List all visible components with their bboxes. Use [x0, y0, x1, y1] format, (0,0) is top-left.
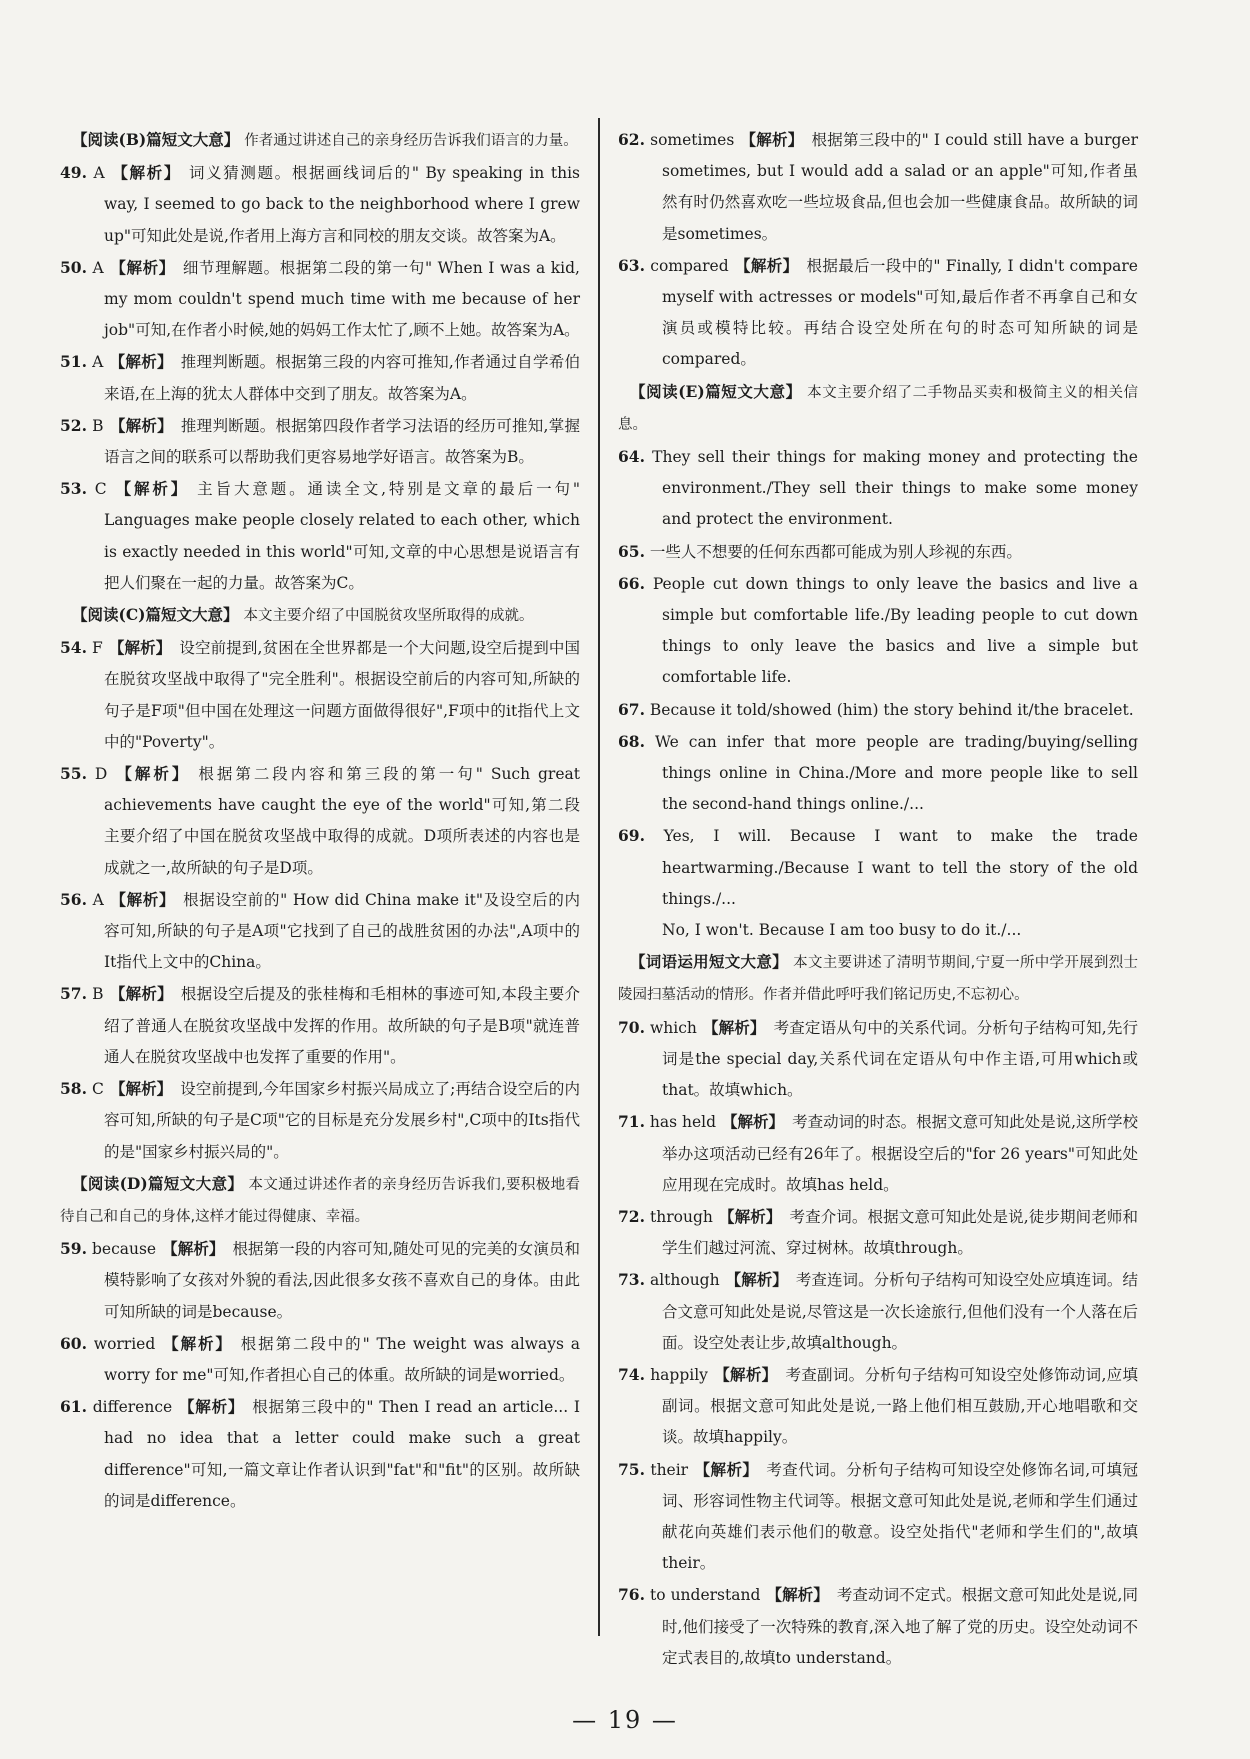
- section-summary-text: 本文主要讲述了清明节期间,宁夏一所中学开展到烈士陵园扫墓活动的情形。作者并借此呼吁我们铭记历史,不忘初心。: [618, 955, 1139, 1004]
- explanation-text: 根据第一段的内容可知,随处可见的完美的女演员和模特影响了女孩对外貌的看法,因此很多女孩不喜欢自己的身体。由此可知所缺的词是because。: [104, 1240, 580, 1321]
- answer-key: C: [91, 1080, 104, 1099]
- question-number: 56.: [60, 889, 87, 909]
- analysis-tag: 【解析】: [713, 1364, 778, 1384]
- answer-entry: [618, 1359, 1138, 1454]
- explanation-text: 考查代词。分析句子结构可知设空处修饰名词,可填冠词、形容词性物主代词等。根据文意可知此处是说,老师和学生们通过献花向英雄们表示他们的敬意。设空处指代"老师和学生们的",故填their。: [662, 1460, 1138, 1573]
- answer-key: has held: [649, 1113, 717, 1132]
- answer-entry: [60, 884, 580, 979]
- question-number: 54.: [60, 638, 87, 658]
- explanation-text: 根据设空后提及的张桂梅和毛相林的事迹可知,本段主要介绍了普通人在脱贫攻坚战中发挥的作用。故所缺的句子是B项"就连普通人在脱贫攻坚战中也发挥了重要的作用"。: [104, 985, 580, 1066]
- explanation-text: We can infer that more people are trading/buying/selling things online in China./More and more people like to sell the second-hand things online./...: [654, 732, 1139, 814]
- question-number: 67.: [618, 699, 645, 719]
- answer-entry: [60, 978, 580, 1073]
- answer-key: their: [650, 1460, 689, 1479]
- analysis-tag: 【解析】: [110, 163, 181, 183]
- explanation-text: 推理判断题。根据第四段作者学习法语的经历可推知,掌握语言之间的联系可以帮助我们更容易地学好语言。故答案为B。: [104, 416, 580, 467]
- answer-entry: [618, 441, 1138, 536]
- answer-entry: [60, 346, 580, 409]
- answer-key: compared: [650, 256, 729, 275]
- analysis-tag: 【解析】: [725, 1270, 788, 1290]
- explanation-text: People cut down things to only leave the basics and live a simple but comfortable life./By leading people to cut down things to only leave the basics and live a simple but comfortable life.: [652, 574, 1138, 687]
- explanation-text: They sell their things for making money and protecting the environment./They sell their things to make some money and protect the environment.: [652, 448, 1138, 529]
- section-summary: [618, 376, 1138, 441]
- answer-entry: [60, 1391, 580, 1517]
- answer-continuation: No, I won't. Because I am too busy to do it./...: [662, 921, 1022, 940]
- explanation-text: Yes, I will. Because I want to make the trade heartwarming./Because I want to tell the story of the old things./...: [662, 827, 1138, 908]
- question-number: 52.: [60, 415, 87, 435]
- question-number: 53.: [60, 479, 87, 499]
- analysis-tag: 【解析】: [718, 1206, 782, 1226]
- analysis-tag: 【解析】: [740, 130, 804, 149]
- question-number: 73.: [618, 1270, 645, 1290]
- question-number: 64.: [618, 447, 645, 467]
- analysis-tag: 【解析】: [734, 255, 799, 275]
- answer-entry: [60, 1328, 580, 1391]
- answer-key: because: [91, 1240, 157, 1259]
- answer-entry: [618, 1264, 1138, 1359]
- analysis-tag: 【解析】: [112, 479, 190, 499]
- answer-entry: [60, 632, 580, 758]
- explanation-text: 词义猜测题。根据画线词后的" By speaking in this way, I seemed to go back to the neighborhood where I grew up"可知此处是说,作者用上海方言和同校的朋友交谈。故答案为A。: [104, 164, 580, 245]
- answer-entry: [618, 1579, 1138, 1674]
- explanation-text: 根据第二段内容和第三段的第一句" Such great achievements have caught the eye of the world"可知,第二段主要介绍了中国在脱贫攻坚战中取得的成就。D项所表述的内容也是成就之一,故所缺的句子是D项。: [104, 765, 580, 877]
- answer-key: to understand: [650, 1586, 761, 1605]
- section-summary: [60, 599, 580, 632]
- question-number: 71.: [618, 1112, 645, 1132]
- analysis-tag: 【解析】: [109, 352, 173, 372]
- section-summary-text: 作者通过讲述自己的亲身经历告诉我们语言的力量。: [244, 133, 578, 149]
- answer-key: although: [649, 1271, 720, 1290]
- answer-entry: [618, 726, 1138, 821]
- answer-entry: [618, 250, 1138, 376]
- answer-key: difference: [92, 1398, 173, 1417]
- answer-entry: [618, 694, 1138, 726]
- answer-key: which: [650, 1018, 697, 1037]
- question-number: 72.: [618, 1206, 645, 1226]
- answer-key: C: [94, 480, 107, 499]
- question-number: 76.: [618, 1585, 645, 1605]
- question-number: 51.: [60, 352, 87, 372]
- question-number: 61.: [60, 1397, 87, 1417]
- question-number: 68.: [618, 731, 645, 751]
- explanation-text: 根据最后一段中的" Finally, I didn't compare myself with actresses or models"可知,最后作者不再拿自己和女演员或模特比较。再结合设空处所在句的时态可知所缺的词是compared。: [662, 256, 1138, 369]
- question-number: 63.: [618, 255, 645, 275]
- section-summary-text: 本文主要介绍了中国脱贫攻坚所取得的成就。: [243, 608, 534, 625]
- explanation-text: 根据第二段中的" The weight was always a worry for me"可知,作者担心自己的体重。故所缺的词是worried。: [104, 1334, 580, 1384]
- question-number: 65.: [618, 541, 645, 561]
- question-number: 55.: [60, 764, 87, 784]
- section-title: 【词语运用短文大意】: [630, 952, 788, 972]
- explanation-text: 推理判断题。根据第三段的内容可推知,作者通过自学希伯来语,在上海的犹太人群体中交到了朋友。故答案为A。: [104, 353, 580, 403]
- question-number: 60.: [60, 1333, 87, 1353]
- left-column: [60, 124, 580, 1517]
- analysis-tag: 【解析】: [109, 889, 176, 909]
- question-number: 57.: [60, 984, 87, 1004]
- answer-entry: [618, 1201, 1138, 1264]
- analysis-tag: 【解析】: [161, 1333, 233, 1353]
- explanation-text: 根据第三段中的" I could still have a burger sometimes, but I would add a salad or an apple"可知,作者虽然有时仍然喜欢吃一些垃圾食品,但也会加一些健康食品。故所缺的词是sometimes。: [662, 131, 1138, 243]
- question-number: 74.: [618, 1364, 645, 1384]
- analysis-tag: 【解析】: [178, 1397, 245, 1417]
- answer-entry: [60, 157, 580, 252]
- explanation-text: 考查连词。分析句子结构可知设空处应填连词。结合文意可知此处是说,尽管这是一次长途旅行,但他们没有一个人落在后面。设空处表让步,故填although。: [662, 1271, 1138, 1352]
- explanation-text: 根据第三段中的" Then I read an article... I had no idea that a letter could make such a great difference"可知,一篇文章让作者认识到"fat"和"fit"的区别。故所缺的词是difference。: [104, 1398, 580, 1510]
- explanation-text: 根据设空前的" How did China make it"及设空后的内容可知,所缺的句子是A项"它找到了自己的战胜贫困的办法",A项中的It指代上文中的China。: [104, 890, 580, 972]
- answer-entry: [60, 1233, 580, 1328]
- explanation-text: 细节理解题。根据第二段的第一句" When I was a kid, my mom couldn't spend much time with me because of her job"可知,在作者小时候,她的妈妈工作太忙了,顾不上她。故答案为A。: [104, 258, 580, 340]
- answer-key: D: [94, 765, 108, 784]
- section-title: 【阅读(C)篇短文大意】: [72, 605, 239, 625]
- answer-key: A: [93, 164, 105, 183]
- question-number: 58.: [60, 1079, 87, 1099]
- answer-key: F: [92, 639, 103, 658]
- section-summary: [60, 124, 580, 157]
- question-number: 70.: [618, 1017, 645, 1037]
- explanation-text: 设空前提到,今年国家乡村振兴局成立了;再结合设空后的内容可知,所缺的句子是C项"它的目标是充分发展乡村",C项中的Its指代的是"国家乡村振兴局的"。: [104, 1080, 580, 1161]
- question-number: 49.: [60, 163, 87, 183]
- section-title: 【阅读(E)篇短文大意】: [630, 381, 802, 401]
- answer-key: A: [92, 890, 104, 909]
- analysis-tag: 【解析】: [702, 1017, 766, 1037]
- explanation-text: Because it told/showed (him) the story behind it/the bracelet.: [649, 700, 1134, 719]
- explanation-text: 考查动词的时态。根据文意可知此处是说,这所学校举办这项活动已经有26年了。根据设空后的"for 26 years"可知此处应用现在完成时。故填has held。: [662, 1113, 1138, 1194]
- answer-key: A: [92, 353, 104, 372]
- answer-entry: [60, 252, 580, 347]
- section-title: 【阅读(D)篇短文大意】: [72, 1173, 244, 1193]
- right-column: [618, 124, 1138, 1674]
- answer-key: worried: [93, 1334, 156, 1353]
- analysis-tag: 【解析】: [694, 1459, 759, 1479]
- answer-key: B: [92, 416, 104, 435]
- answer-entry: [60, 410, 580, 473]
- section-summary-text: 本文主要介绍了二手物品买卖和极简主义的相关信息。: [618, 384, 1139, 433]
- analysis-tag: 【解析】: [109, 984, 173, 1004]
- section-summary-text: 本文通过讲述作者的亲身经历告诉我们,要积极地看待自己和自己的身体,这样才能过得健康、幸福。: [60, 1176, 580, 1225]
- explanation-text: 考查介词。根据文意可知此处是说,徒步期间老师和学生们越过河流、穿过树林。故填through。: [662, 1207, 1138, 1258]
- column-divider: [598, 118, 600, 1636]
- question-number: 59.: [60, 1239, 87, 1259]
- answer-key: B: [92, 985, 104, 1004]
- answer-entry: [618, 1454, 1138, 1580]
- answer-entry: [618, 536, 1138, 568]
- explanation-text: 设空前提到,贫困在全世界都是一个大问题,设空后提到中国在脱贫攻坚战中取得了"完全胜利"。根据设空前后的内容可知,所缺的句子是F项"但中国在处理这一问题方面做得很好",F项中的it指代上文中的"Poverty"。: [104, 639, 580, 751]
- analysis-tag: 【解析】: [722, 1112, 785, 1132]
- analysis-tag: 【解析】: [113, 764, 191, 784]
- explanation-text: 考查定语从句中的关系代词。分析句子结构可知,先行词是the special day,关系代词在定语从句中作主语,可用which或that。故填which。: [662, 1018, 1138, 1100]
- question-number: 62.: [618, 130, 645, 149]
- question-number: 69.: [618, 826, 645, 846]
- answer-key: A: [92, 258, 104, 277]
- answer-entry: [618, 1106, 1138, 1201]
- analysis-tag: 【解析】: [108, 638, 172, 658]
- analysis-tag: 【解析】: [109, 1079, 173, 1099]
- answer-key: happily: [650, 1365, 708, 1384]
- page-number: — 19 —: [572, 1706, 678, 1734]
- explanation-text: 主旨大意题。通读全文,特别是文章的最后一句" Languages make people closely related to each other, which is exactly needed in this world"可知,文章的中心思想是说语言有把人们聚在一起的力量。故答案为C。: [104, 480, 580, 592]
- section-summary: [60, 1168, 580, 1233]
- explanation-text: 考查动词不定式。根据文意可知此处是说,同时,他们接受了一次特殊的教育,深入地了解了党的历史。设空处动词不定式表目的,故填to understand。: [662, 1586, 1138, 1667]
- analysis-tag: 【解析】: [162, 1239, 225, 1259]
- answer-entry: [60, 758, 580, 884]
- explanation-text: 一些人不想要的任何东西都可能成为别人珍视的东西。: [649, 542, 1022, 561]
- analysis-tag: 【解析】: [109, 415, 173, 435]
- answer-entry: [618, 124, 1138, 250]
- question-number: 66.: [618, 573, 645, 593]
- answer-entry: [618, 568, 1138, 694]
- answer-entry: [60, 1073, 580, 1168]
- answer-key: through: [650, 1207, 713, 1226]
- section-summary: [618, 946, 1138, 1011]
- question-number: 50.: [60, 257, 87, 277]
- answer-entry: [618, 1012, 1138, 1107]
- answer-key: sometimes: [650, 131, 735, 149]
- question-number: 75.: [618, 1459, 645, 1479]
- answer-entry: [60, 473, 580, 599]
- section-title: 【阅读(B)篇短文大意】: [72, 130, 240, 149]
- answer-entry: [618, 820, 1138, 915]
- analysis-tag: 【解析】: [766, 1585, 829, 1605]
- explanation-text: 考查副词。分析句子结构可知设空处修饰动词,应填副词。根据文意可知此处是说,一路上他们相互鼓励,开心地唱歌和交谈。故填happily。: [662, 1365, 1138, 1447]
- analysis-tag: 【解析】: [109, 257, 175, 277]
